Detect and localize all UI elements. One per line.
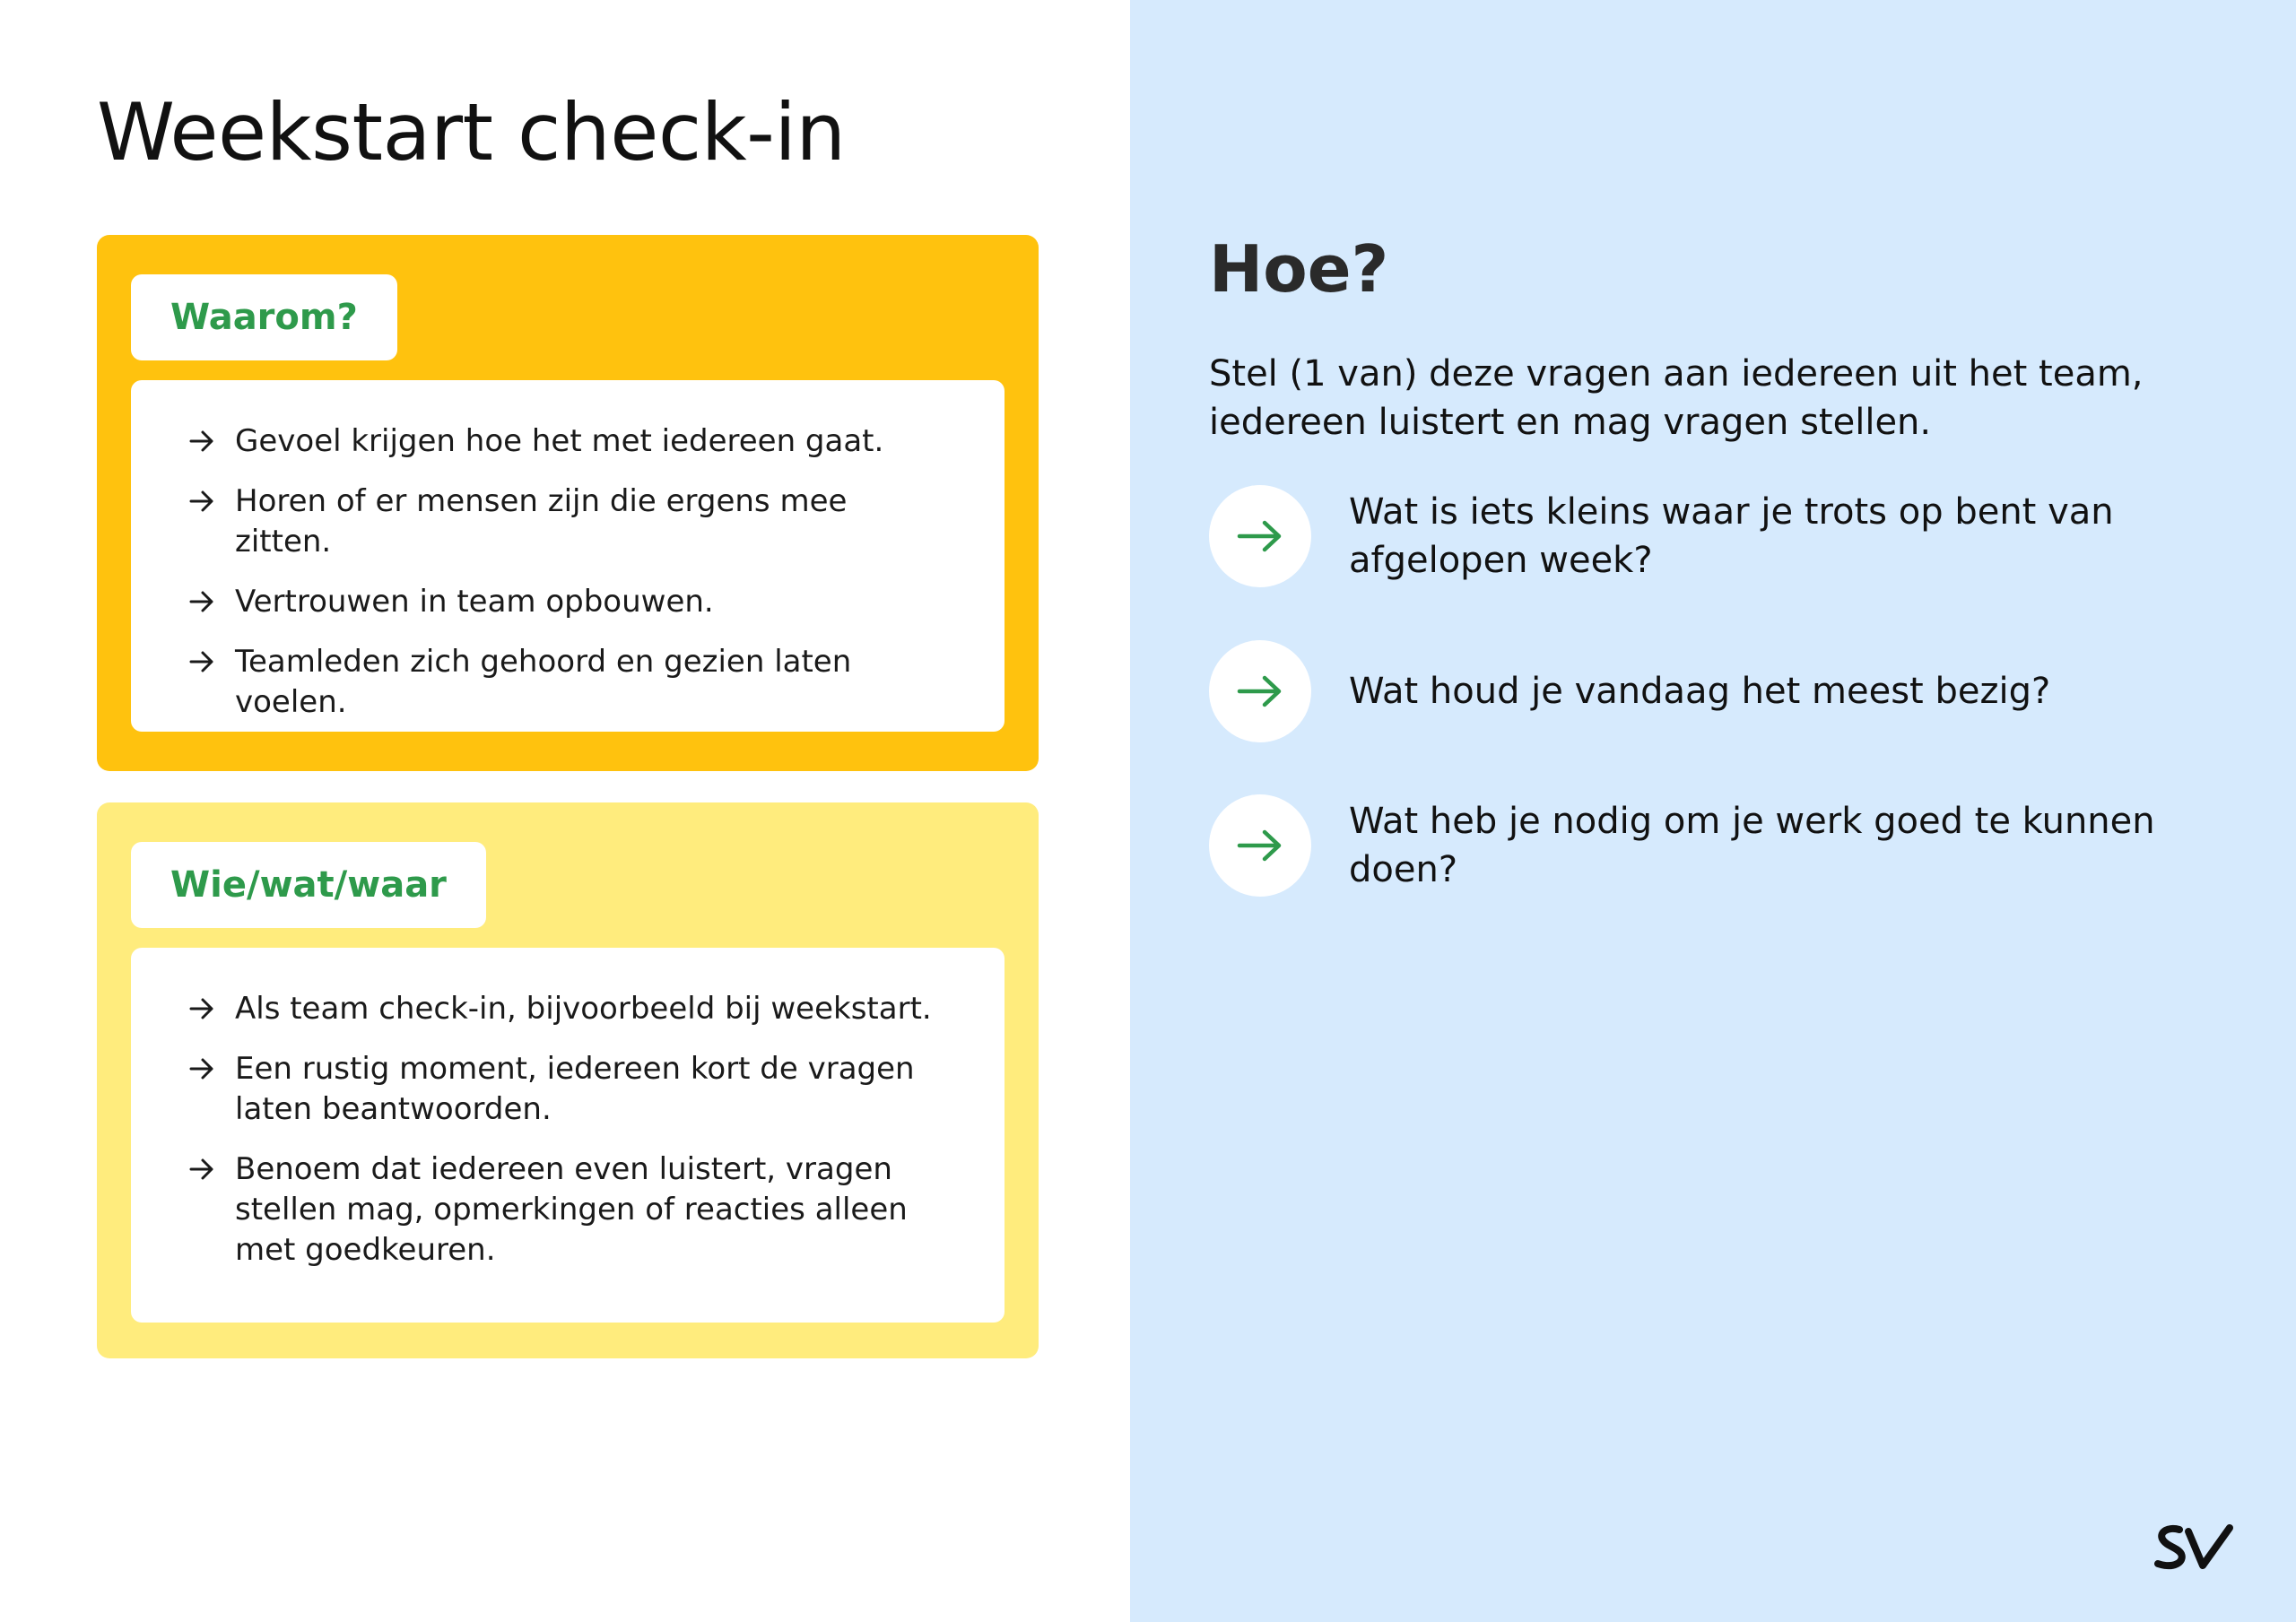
sv-logo bbox=[2152, 1522, 2235, 1573]
list-item bbox=[188, 481, 969, 562]
who-card bbox=[97, 802, 1039, 1358]
list-item-text: Gevoel krijgen hoe het met iedereen gaat. bbox=[235, 423, 884, 459]
question-item bbox=[1209, 485, 2240, 587]
list-item bbox=[188, 582, 969, 622]
question-item bbox=[1209, 640, 2240, 742]
why-card-label: Waarom? bbox=[131, 274, 397, 360]
why-card-body bbox=[131, 380, 1004, 732]
question-text: Wat heb je nodig om je werk goed te kunnen doen? bbox=[1349, 801, 2155, 890]
arrow-right-icon bbox=[188, 421, 219, 461]
list-item bbox=[188, 1049, 969, 1130]
arrow-right-icon bbox=[188, 481, 219, 521]
list-item bbox=[188, 1149, 969, 1271]
why-card bbox=[97, 235, 1039, 771]
list-item-text: Vertrouwen in team opbouwen. bbox=[235, 584, 714, 620]
arrow-right-icon bbox=[188, 642, 219, 681]
how-intro: Stel (1 van) deze vragen aan iedereen uit het team, iedereen luistert en mag vragen stellen. bbox=[1209, 353, 2144, 443]
question-text: Wat is iets kleins waar je trots op bent van afgelopen week? bbox=[1349, 491, 2114, 581]
arrow-right-circle-icon bbox=[1209, 794, 1311, 897]
who-card-body bbox=[131, 948, 1004, 1323]
question-text: Wat houd je vandaag het meest bezig? bbox=[1349, 671, 2051, 712]
how-title: Hoe? bbox=[1209, 231, 1389, 307]
list-item-text: Teamleden zich gehoord en gezien laten voelen. bbox=[235, 644, 852, 720]
list-item-text: Benoem dat iedereen even luistert, vragen stellen mag, opmerkingen of reacties alleen met goedkeuren. bbox=[235, 1151, 908, 1268]
arrow-right-icon bbox=[188, 989, 219, 1028]
list-item-text: Als team check-in, bijvoorbeeld bij weekstart. bbox=[235, 991, 932, 1027]
question-item bbox=[1209, 794, 2240, 897]
list-item bbox=[188, 642, 969, 723]
list-item-text: Horen of er mensen zijn die ergens mee zitten. bbox=[235, 483, 848, 559]
list-item-text: Een rustig moment, iedereen kort de vragen laten beantwoorden. bbox=[235, 1051, 915, 1127]
list-item bbox=[188, 421, 969, 462]
page-title: Weekstart check-in bbox=[97, 86, 846, 178]
arrow-right-circle-icon bbox=[1209, 485, 1311, 587]
list-item bbox=[188, 989, 969, 1029]
arrow-right-icon bbox=[188, 1049, 219, 1089]
arrow-right-icon bbox=[188, 582, 219, 621]
arrow-right-circle-icon bbox=[1209, 640, 1311, 742]
who-card-label: Wie/wat/waar bbox=[131, 842, 486, 928]
arrow-right-icon bbox=[188, 1149, 219, 1189]
